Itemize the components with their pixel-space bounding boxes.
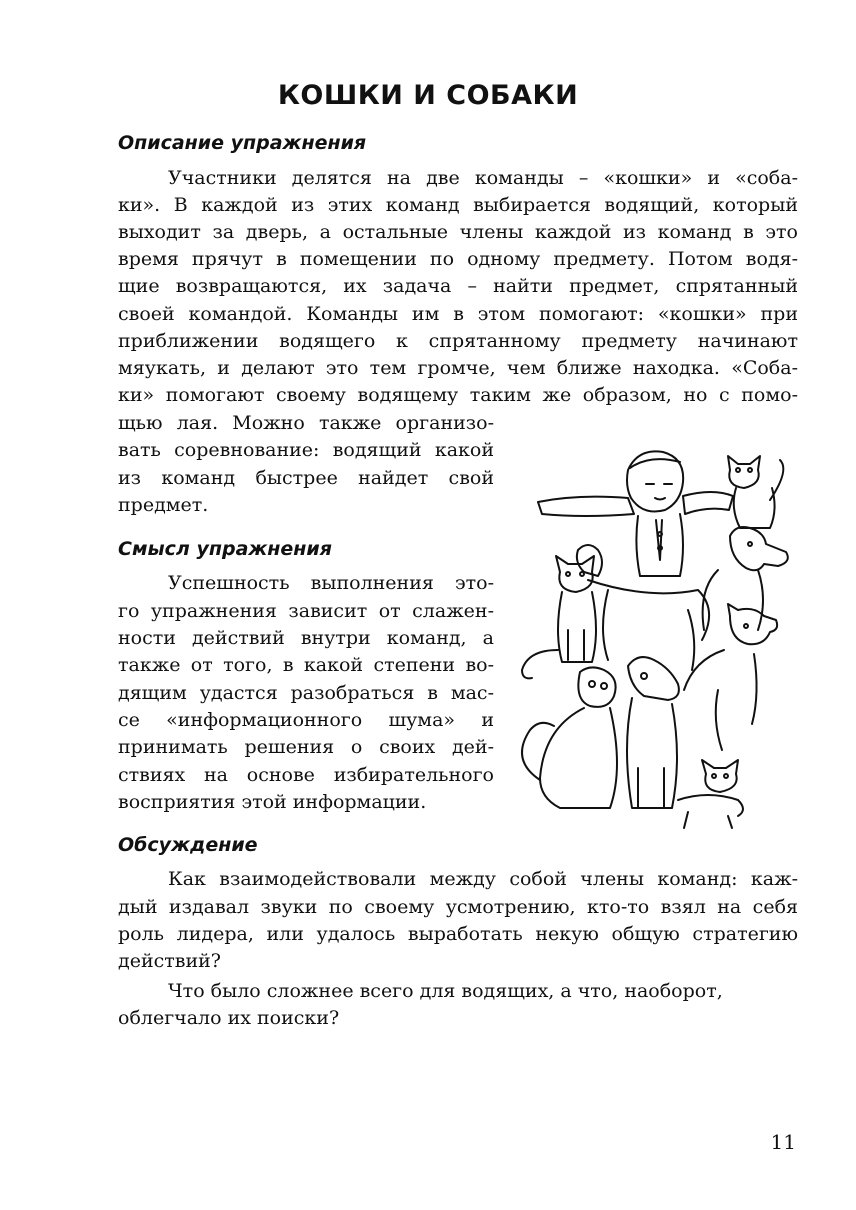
paragraph-line: дый издавал звуки по своему усмотрению, кто-то взял на себя	[118, 896, 798, 918]
paragraph-line: Участники делятся на две команды – «кошки» и «соба-	[168, 167, 798, 189]
barking-dog	[577, 545, 709, 670]
paragraph-line: Как взаимодействовали между собой члены команд: каж-	[168, 868, 798, 890]
dog-right	[703, 527, 788, 630]
paragraph-line: мяукать, и делают это тем громче, чем ближе находка. «Соба-	[118, 357, 798, 379]
paragraph-line: также от того, в какой степени во-	[118, 654, 494, 676]
paragraph-line: щью лая. Можно также организо-	[118, 412, 494, 434]
paragraph-line: ки». В каждой из этих команд выбирается водящий, который	[118, 194, 798, 216]
cats-and-dogs-illustration	[518, 440, 800, 830]
paragraph-line: Что было сложнее всего для водящих, а что, наоборот,	[168, 980, 723, 1002]
paragraph-line: время прячут в помещении по одному предмету. Потом водя-	[118, 248, 798, 270]
paragraph-line: приближении водящего к спрятанному предмету начинают	[118, 330, 798, 352]
paragraph-line: своей командой. Команды им в этом помогают: «кошки» при	[118, 303, 798, 325]
cat-sitting-left	[522, 556, 596, 678]
cat-bottom-left	[522, 667, 617, 808]
dog-bottom-center	[627, 657, 679, 808]
paragraph-line: го упражнения зависит от слажен-	[118, 600, 494, 622]
page-title: КОШКИ И СОБАКИ	[277, 80, 579, 111]
paragraph-line: дящим удастся разобраться в мас-	[118, 682, 494, 704]
section-heading-description: Описание упражнения	[118, 132, 367, 154]
paragraph-line: ки» помогают своему водящему таким же образом, но с помо-	[118, 384, 798, 406]
paragraph-line: облегчало их поиски?	[118, 1007, 340, 1029]
paragraph-line: выходит за дверь, а остальные члены каждой из команд в это	[118, 221, 798, 243]
paragraph-line: ности действий внутри команд, а	[118, 627, 494, 649]
paragraph-line: роль лидера, или удалось выработать некую общую стратегию	[118, 923, 798, 945]
section-heading-discussion: Обсуждение	[118, 834, 258, 856]
paragraph-line: принимать решения о своих дей-	[118, 736, 494, 758]
paragraph-line: предмет.	[118, 494, 209, 516]
cat-top-right	[728, 456, 783, 528]
paragraph-line: щие возвращаются, их задача – найти предмет, спрятанный	[118, 275, 798, 297]
section-heading-meaning: Смысл упражнения	[118, 538, 332, 560]
paragraph-line: се «информационного шума» и	[118, 709, 494, 731]
paragraph-line: Успешность выполнения это-	[168, 572, 494, 594]
paragraph-line: из команд быстрее найдет свой	[118, 467, 494, 489]
paragraph-line: действий?	[118, 950, 221, 972]
page-number: 11	[770, 1130, 796, 1154]
dog-right-middle	[684, 604, 777, 750]
boy-figure	[538, 451, 733, 576]
cat-bottom-right	[678, 760, 743, 828]
paragraph-line: ствиях на основе избирательного	[118, 764, 494, 786]
paragraph-line: вать соревнование: водящий какой	[118, 439, 494, 461]
paragraph-line: восприятия этой информации.	[118, 791, 427, 813]
